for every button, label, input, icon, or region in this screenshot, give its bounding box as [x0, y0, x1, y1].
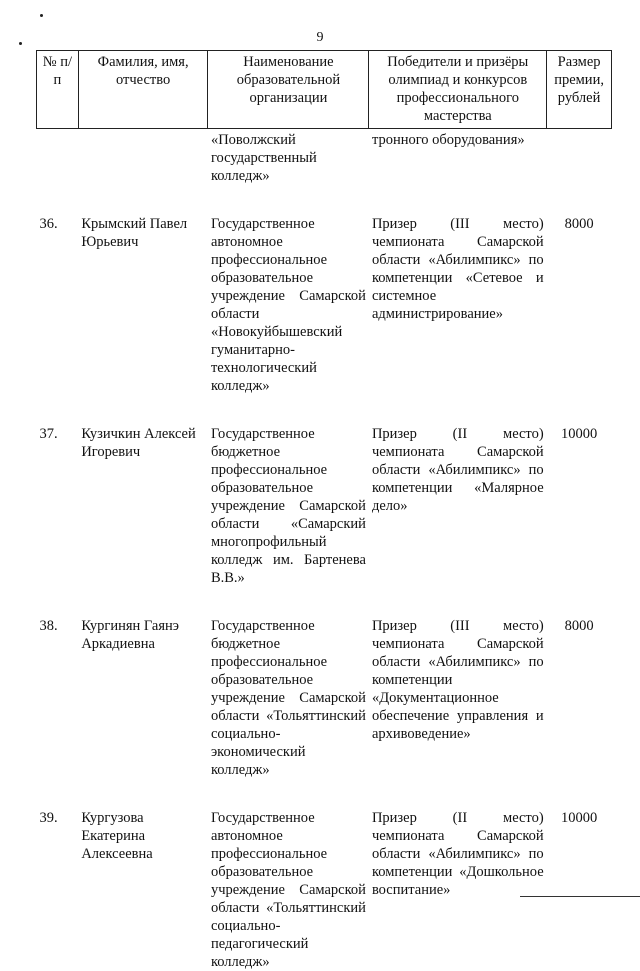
cell-prize: 10000 [560, 426, 598, 442]
cell-award: Призер (II место) чемпионата Самарской области «Абилимпикс» по компетенции «Малярное дело» [371, 426, 544, 514]
table-row [37, 587, 612, 779]
cell-name: Кургинян Гаянэ Аркадиевна [81, 618, 180, 652]
cell-name: Крымский Павел Юрьевич [81, 216, 188, 250]
cell-prize: 8000 [564, 216, 594, 232]
table-row [37, 395, 612, 587]
scan-speck [40, 14, 43, 17]
table-header-row [37, 51, 612, 129]
page-number: 9 [316, 30, 324, 45]
cell-award: Призер (III место) чемпионата Самарской области «Абилимпикс» по компетенции «Документационное обеспечение управления и архивоведение» [371, 618, 544, 742]
cell-organization: «Поволжский государственный колледж» [210, 132, 317, 184]
header-organization: Наименование образовательной организации [208, 51, 369, 129]
cell-award: Призер (II место) чемпионата Самарской области «Абилимпикс» по компетенции «Дошкольное воспитание» [371, 810, 544, 898]
cell-number: 36. [39, 216, 58, 232]
header-number: № п/п [37, 51, 79, 129]
cell-number [37, 129, 79, 186]
table-row [37, 185, 612, 395]
awards-table [36, 50, 612, 971]
header-prize: Размер премии, рублей [547, 51, 612, 129]
cell-number: 39. [39, 810, 58, 826]
cell-award: Призер (III место) чемпионата Самарской области «Абилимпикс» по компетенции «Сетевое и системное администрирование» [371, 216, 544, 322]
cell-prize: 8000 [564, 618, 594, 634]
cell-prize [547, 129, 612, 186]
header-name: Фамилия, имя, отчество [78, 51, 208, 129]
cell-prize: 10000 [560, 810, 598, 826]
cell-award: тронного оборудования» [371, 132, 525, 148]
cell-organization: Государственное автономное профессиональное образовательное учреждение Самарской области «Тольяттинский социально-педагогический колледж» [210, 810, 366, 970]
cell-number: 38. [39, 618, 58, 634]
cell-name [78, 129, 208, 186]
cell-organization: Государственное автономное профессиональное образовательное учреждение Самарской области «Новокуйбышевский гуманитарно-технологический колледж» [210, 216, 366, 394]
cell-name: Кузичкин Алексей Игоревич [81, 426, 196, 460]
header-award: Победители и призёры олимпиад и конкурсов профессионального мастерства [369, 51, 547, 129]
cell-name: Кургузова Екатерина Алексеевна [81, 810, 153, 862]
cell-number: 37. [39, 426, 58, 442]
page-bottom-rule [520, 896, 640, 897]
table-row [37, 779, 612, 971]
cell-organization: Государственное бюджетное профессиональное образовательное учреждение Самарской области «Тольяттинский социально-экономический колледж» [210, 618, 366, 778]
cell-organization: Государственное бюджетное профессиональное образовательное учреждение Самарской области «Самарский многопрофильный колледж им. Бартенева В.В.» [210, 426, 366, 586]
table-row-continuation [37, 129, 612, 186]
